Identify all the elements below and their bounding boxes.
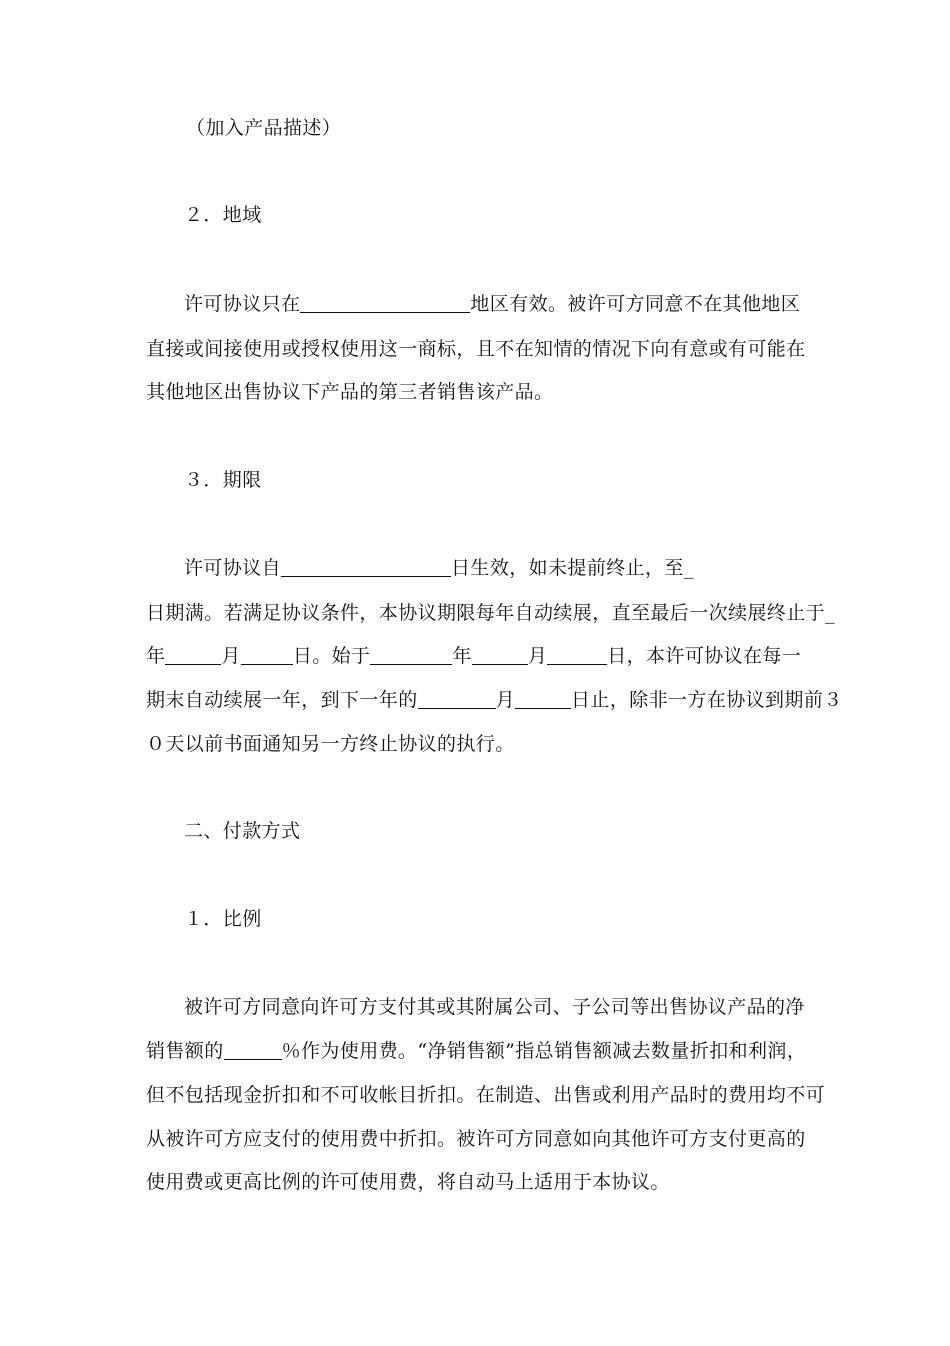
renewal-day-blank [515,690,571,709]
term-paragraph-line-3 [146,645,801,667]
territory-text-before: 许可协议只在 [184,293,301,315]
payment-section-heading: 二、付款方式 [184,820,301,842]
territory-paragraph-line-3: 其他地区出售协议下产品的第三者销售该产品。 [146,381,554,403]
payment-paragraph-line-5: 使用费或更高比例的许可使用费，将自动马上适用于本协议。 [146,1171,670,1193]
term-start-date-blank [281,558,451,577]
term-text-tail: 日，本许可协议在每一 [607,645,802,667]
territory-blank-field [300,294,470,313]
product-description-note: （加入产品描述） [186,117,342,139]
term-text-after: _ [683,557,694,579]
territory-text-after: 地区有效。被许可方同意不在其他地区 [470,293,801,315]
payment-text-after: ％作为使用费。“净销售额”指总销售额减去数量折扣和利润， [281,1040,807,1062]
territory-heading: ２．地域 [184,204,262,226]
month-label: 月 [495,689,516,711]
renewal-text: 期末自动续展一年，到下一年的 [146,689,418,711]
term-paragraph-line-2: 日期满。若满足协议条件，本协议期限每年自动续展，直至最后一次续展终止于_ [146,602,835,624]
term-paragraph-line-4 [146,689,843,711]
term-paragraph-line-1 [184,557,694,579]
month-label: 月 [221,645,241,667]
month-label: 月 [527,645,548,667]
payment-text-before: 销售额的 [146,1040,224,1062]
payment-ratio-subheading: １．比例 [184,908,262,930]
end-day-blank [241,646,293,665]
start-label: 日。始于 [292,645,371,667]
year-label: 年 [146,645,166,667]
end-month-blank [165,646,221,665]
renewal-text-tail: 日止，除非一方在协议到期前３ [571,689,843,711]
payment-paragraph-line-3: 但不包括现金折扣和不可收帐目折扣。在制造、出售或利用产品时的费用均不可 [146,1084,826,1106]
payment-paragraph-line-2 [146,1040,806,1062]
territory-paragraph-line-1 [184,293,800,315]
year-label: 年 [452,645,472,667]
payment-paragraph-line-1: 被许可方同意向许可方支付其或其附属公司、子公司等出售协议产品的净 [184,996,805,1018]
term-text-before: 许可协议自 [184,557,282,579]
start-day-blank [547,646,607,665]
payment-paragraph-line-4: 从被许可方应支付的使用费中折扣。被许可方同意如向其他许可方支付更高的 [146,1128,806,1150]
term-text-middle: 日生效，如未提前终止，至 [451,557,684,579]
start-month-blank [472,646,528,665]
start-year-blank [370,646,452,665]
term-paragraph-line-5: ０天以前书面通知另一方终止协议的执行。 [146,733,515,755]
royalty-percent-blank [224,1041,282,1060]
territory-paragraph-line-2: 直接或间接使用或授权使用这一商标，且不在知情的情况下向有意或有可能在 [146,338,806,360]
term-heading: ３．期限 [184,469,262,491]
renewal-month-blank [418,690,496,709]
